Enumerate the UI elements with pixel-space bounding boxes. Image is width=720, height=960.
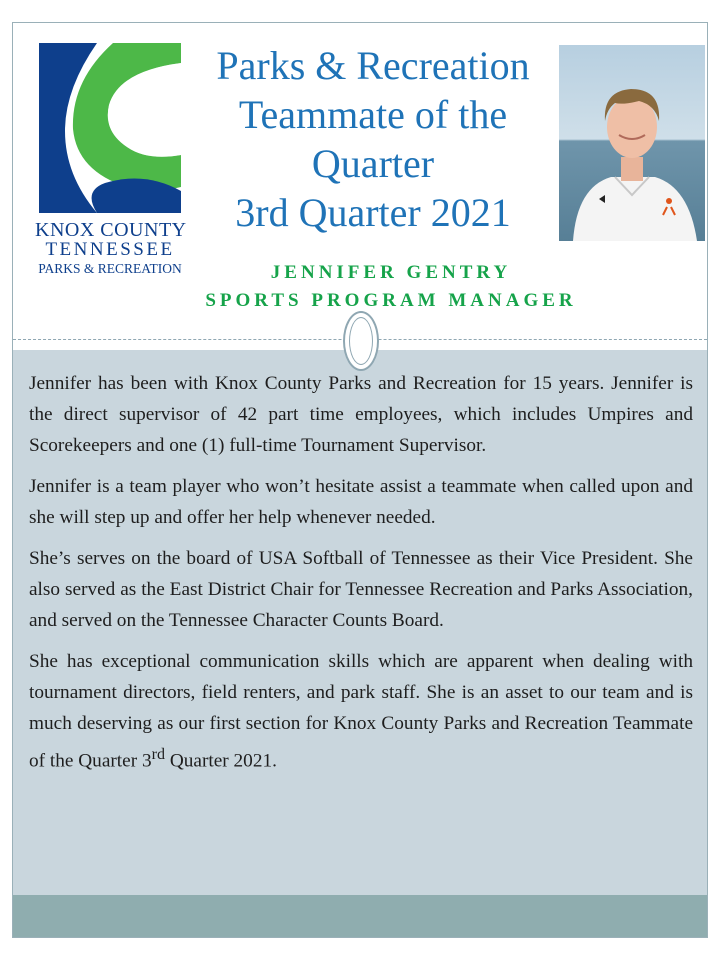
logo-text-dept: PARKS & RECREATION bbox=[38, 261, 182, 276]
bio-paragraph-last bbox=[29, 646, 693, 776]
page-title bbox=[173, 41, 573, 237]
bio-text: She has exceptional communication skills which are apparent when dealing with tournament directors, field renters, and park staff. She is an asset to our team and is much deserving as our first section for Knox County Parks and Recreation Teammate of the Quarter 3 bbox=[29, 651, 693, 772]
title-line: Quarter bbox=[311, 141, 435, 186]
knox-county-logo bbox=[35, 41, 185, 279]
flyer-frame bbox=[12, 22, 708, 938]
ordinal-suffix: rd bbox=[151, 746, 166, 763]
title-line: Teammate of the bbox=[238, 92, 508, 137]
logo-text-state: TENNESSEE bbox=[45, 239, 175, 260]
logo-mark-icon bbox=[35, 41, 185, 216]
honoree-role: SPORTS PROGRAM MANAGER bbox=[205, 290, 577, 311]
bio-paragraph: Jennifer is a team player who won’t hesitate assist a teammate when called upon and she will step up and offer her help whenever needed. bbox=[29, 476, 693, 528]
divider-oval-icon bbox=[343, 311, 379, 371]
bio-text: Quarter 2021. bbox=[165, 750, 277, 772]
person-icon bbox=[559, 45, 705, 241]
bio-paragraph: She’s serves on the board of USA Softball of Tennessee as their Vice President. She also served as the East District Chair for Tennessee Recreation and Parks Association, and served on the Tennessee Character Counts Board. bbox=[29, 548, 693, 631]
bio-paragraph: Jennifer has been with Knox County Parks and Recreation for 15 years. Jennifer is the direct supervisor of 42 part time employees, which includes Umpires and Scorekeepers and one (1) full-time Tournament Supervisor. bbox=[29, 373, 693, 456]
title-line: 3rd Quarter 2021 bbox=[235, 190, 511, 235]
logo-text-county: KNOX COUNTY bbox=[35, 219, 187, 241]
title-line: Parks & Recreation bbox=[216, 43, 530, 88]
portrait-photo bbox=[559, 45, 705, 241]
honoree-info bbox=[153, 259, 629, 315]
bio-panel bbox=[13, 350, 707, 895]
footer-bar bbox=[13, 895, 707, 938]
honoree-name: JENNIFER GENTRY bbox=[270, 262, 512, 283]
